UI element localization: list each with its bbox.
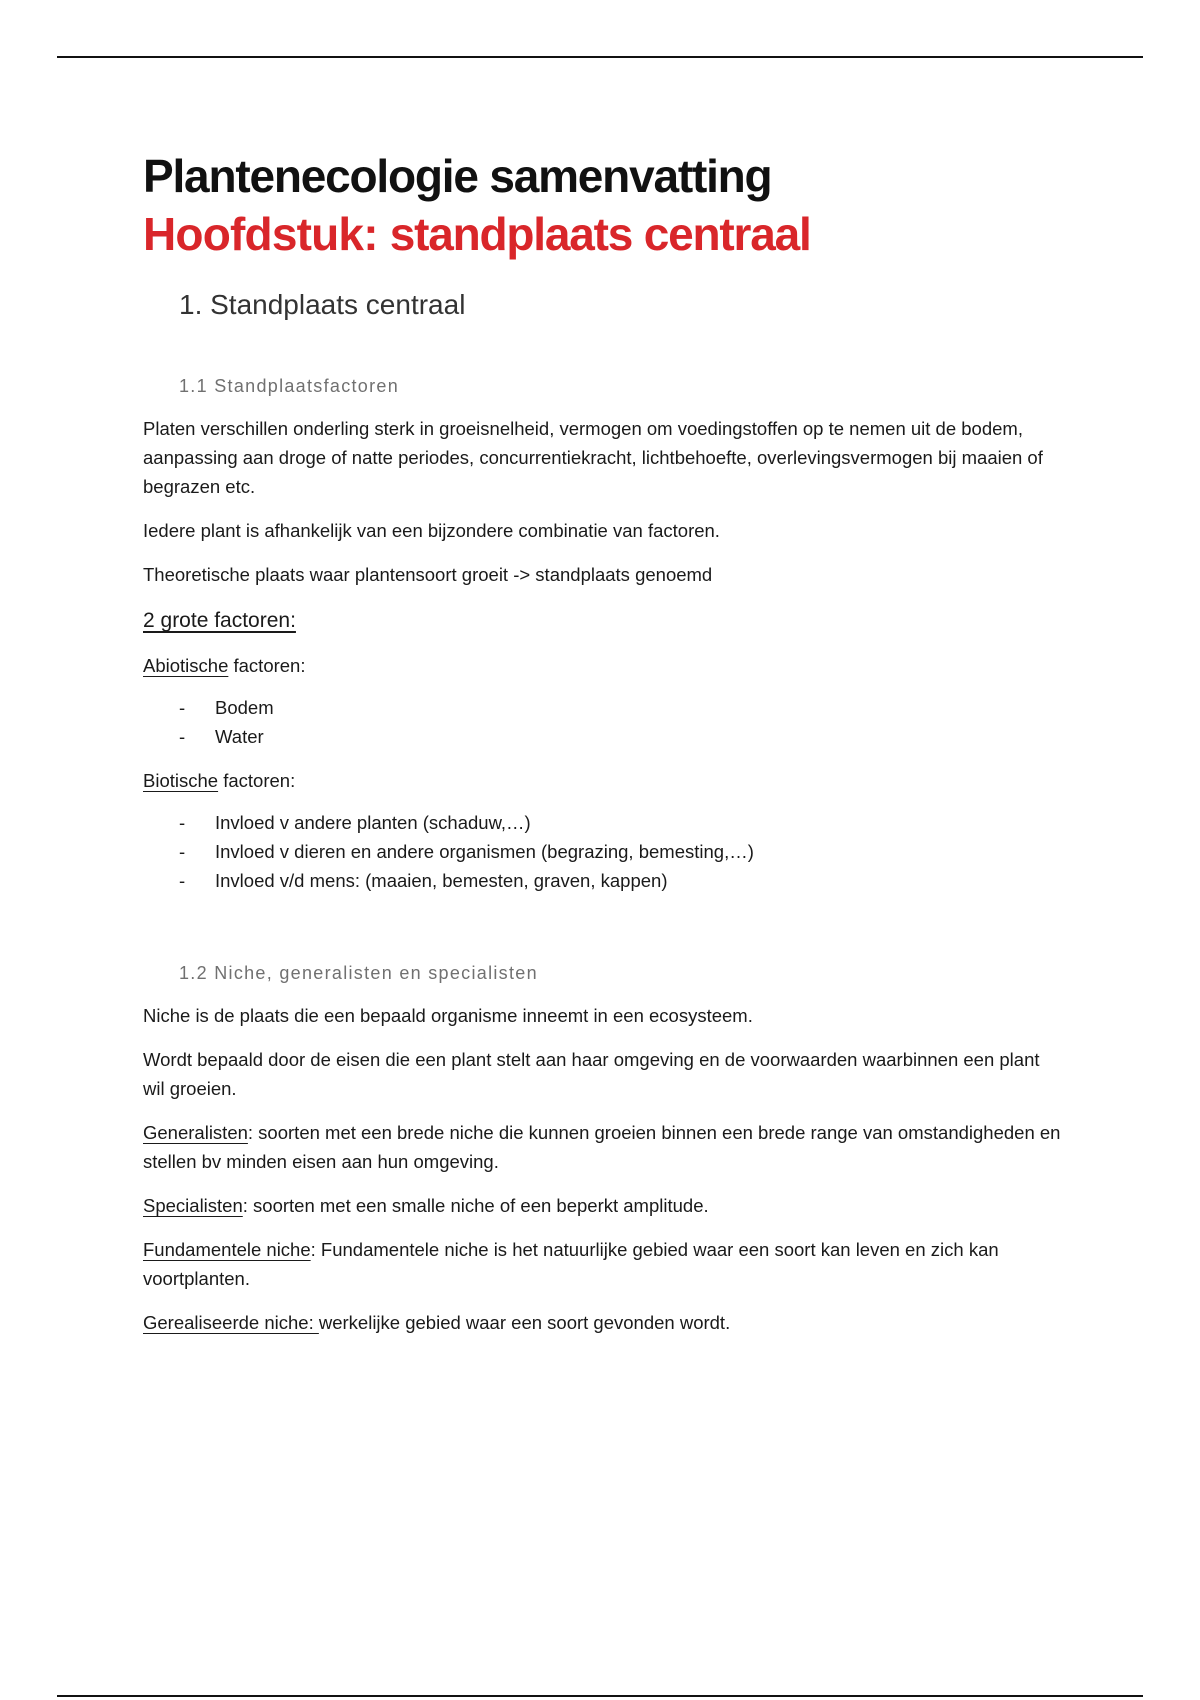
chapter-prefix: Hoofdstuk:	[143, 208, 390, 260]
paragraph-realised-niche	[143, 1308, 1063, 1337]
factors-heading	[143, 606, 1063, 636]
dash-marker: -	[179, 841, 186, 862]
list-item	[143, 808, 1063, 837]
dash-marker: -	[179, 812, 186, 833]
dash-marker: -	[179, 697, 186, 718]
biotic-item-text: Invloed v dieren en andere organismen (begrazing, bemesting,…)	[215, 841, 754, 862]
dash-marker: -	[179, 726, 186, 747]
abiotic-item-text: Water	[215, 726, 264, 747]
realised-text: werkelijke gebied waar een soort gevonden wordt.	[318, 1312, 731, 1333]
biotic-item-text: Invloed v andere planten (schaduw,…)	[215, 812, 531, 833]
paragraph-combination: Iedere plant is afhankelijk van een bijzondere combinatie van factoren.	[143, 520, 720, 541]
chapter-title	[143, 204, 1063, 264]
dash-marker: -	[179, 870, 186, 891]
generalists-text: : soorten met een brede niche die kunnen groeien binnen een brede range van omstandigheden en stellen bv minden eisen aan hun omgeving.	[143, 1122, 1061, 1172]
page-content	[143, 148, 1063, 1337]
abiotic-label: Abiotische	[143, 655, 229, 676]
generalists-label: Generalisten	[143, 1122, 248, 1143]
abiotic-heading	[143, 651, 1063, 680]
fundamental-text: : Fundamentele niche is het natuurlijke gebied waar een soort kan leven en zich kan voortplanten.	[143, 1239, 999, 1289]
paragraph-theoretical-place: Theoretische plaats waar plantensoort groeit -> standplaats genoemd	[143, 564, 713, 585]
biotic-list	[143, 808, 1063, 895]
abiotic-list	[143, 693, 1063, 751]
realised-label: Gerealiseerde niche:	[143, 1312, 319, 1333]
biotic-rest: factoren:	[218, 770, 296, 791]
section-heading-1: 1. Standplaats centraal	[179, 289, 466, 320]
list-item	[143, 722, 1063, 751]
top-rule	[57, 56, 1143, 58]
specialists-label: Specialisten	[143, 1195, 243, 1216]
factors-heading-text: 2 grote factoren:	[143, 609, 296, 632]
list-item	[143, 837, 1063, 866]
paragraph-specialists	[143, 1191, 1063, 1220]
list-item	[143, 866, 1063, 895]
list-item	[143, 693, 1063, 722]
bottom-rule	[57, 1695, 1143, 1697]
paragraph-niche-determined: Wordt bepaald door de eisen die een plant stelt aan haar omgeving en de voorwaarden waarbinnen een plant wil groeien.	[143, 1049, 1040, 1099]
paragraph-fundamental-niche	[143, 1235, 1063, 1293]
paragraph-niche-definition: Niche is de plaats die een bepaald organisme inneemt in een ecosysteem.	[143, 1005, 753, 1026]
abiotic-item-text: Bodem	[215, 697, 274, 718]
paragraph-generalists	[143, 1118, 1063, 1176]
biotic-item-text: Invloed v/d mens: (maaien, bemesten, graven, kappen)	[215, 870, 668, 891]
subsection-heading-1-2: 1.2 Niche, generalisten en specialisten	[179, 963, 538, 983]
abiotic-rest: factoren:	[228, 655, 306, 676]
subsection-heading-1-1: 1.1 Standplaatsfactoren	[179, 376, 400, 396]
fundamental-label: Fundamentele niche	[143, 1239, 311, 1260]
paragraph-growth-differences: Platen verschillen onderling sterk in groeisnelheid, vermogen om voedingstoffen op te nemen uit de bodem, aanpassing aan droge of natte periodes, concurrentiekracht, lichtbehoefte, overlevingsvermogen bij maaien of begrazen etc.	[143, 418, 1043, 497]
biotic-label: Biotische	[143, 770, 219, 791]
chapter-name: standplaats centraal	[389, 208, 811, 260]
document-title: Plantenecologie samenvatting	[143, 150, 772, 202]
biotic-heading	[143, 766, 1063, 795]
specialists-text: : soorten met een smalle niche of een beperkt amplitude.	[242, 1195, 709, 1216]
